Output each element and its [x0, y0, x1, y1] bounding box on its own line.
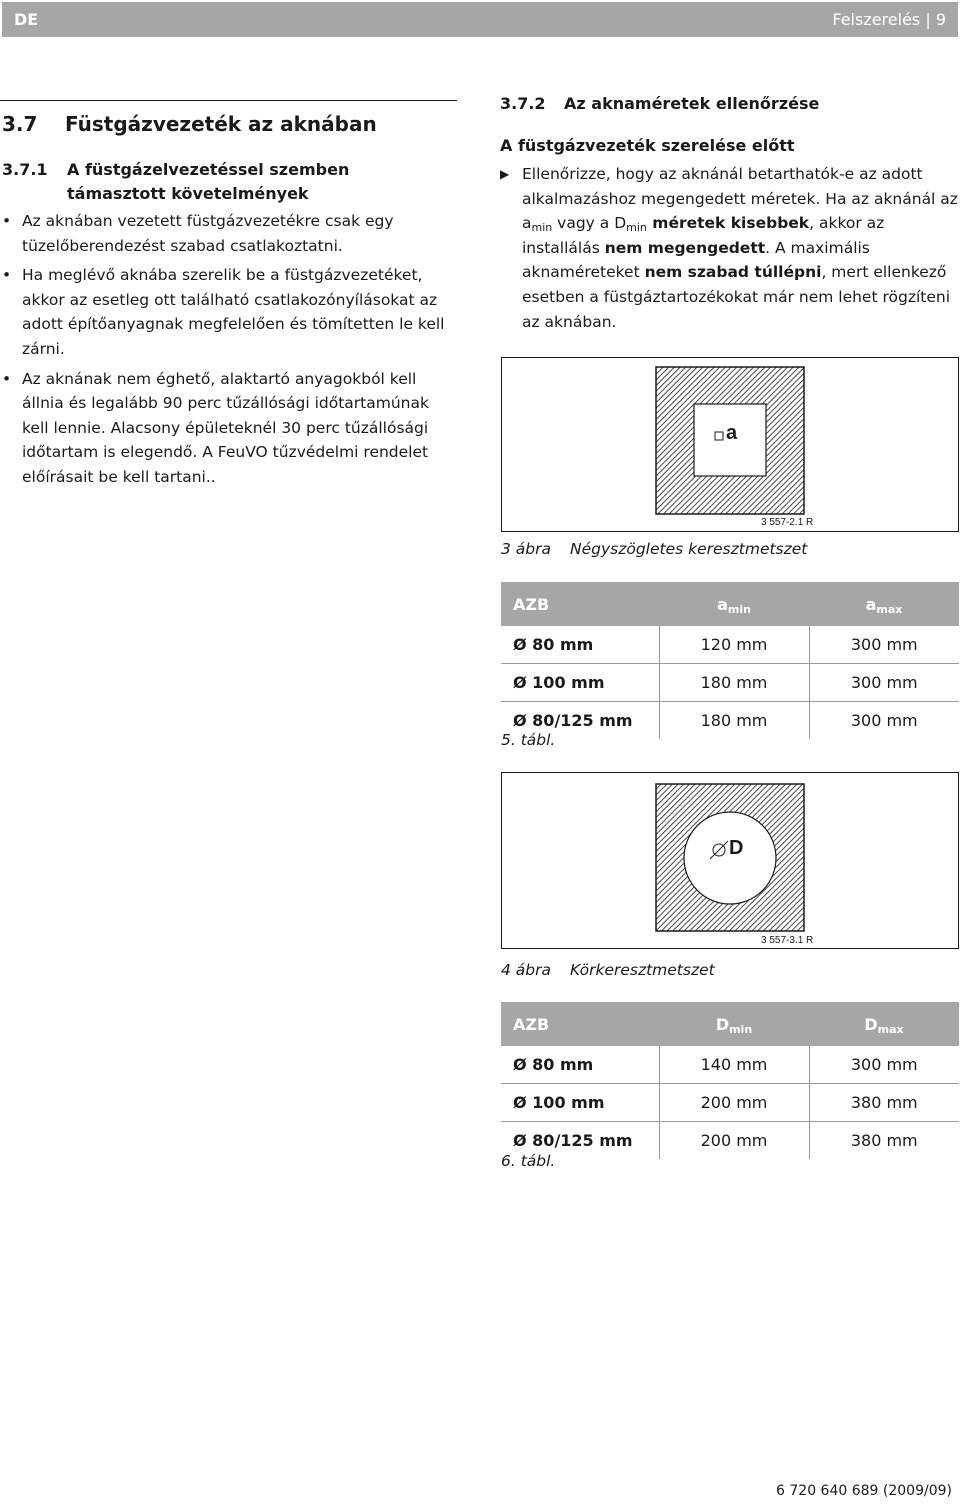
- section-page-number: Felszerelés | 9: [832, 10, 946, 29]
- subsection-title-line1: A füstgázelvezetéssel szemben: [67, 160, 350, 179]
- table-cell: 300 mm: [809, 1046, 959, 1084]
- figure-code: 3 557-2.1 R: [761, 517, 814, 528]
- table-row: [501, 1046, 959, 1084]
- bullet-icon: •: [2, 266, 12, 285]
- requirements-list: [0, 209, 460, 495]
- list-item-text: Az aknában vezetett füstgázvezetékre csak egy tüzelőberendezést szabad csatlakoztatni.: [22, 212, 394, 255]
- table-cell: 300 mm: [809, 664, 959, 702]
- figure-square-cross-section: [501, 357, 959, 532]
- table-cell: 180 mm: [659, 702, 809, 740]
- table-cell: Ø 80/125 mm: [501, 1122, 659, 1160]
- table-cell: 300 mm: [809, 626, 959, 664]
- bullet-icon: •: [2, 212, 12, 230]
- triangle-right-icon: ▶: [500, 167, 510, 181]
- table-cell: Ø 80 mm: [501, 1046, 659, 1084]
- subsection-title-line2: támasztott követelmények: [67, 184, 309, 203]
- table-cell: 180 mm: [659, 664, 809, 702]
- dimension-label-a: a: [726, 422, 738, 444]
- table-cell: 200 mm: [659, 1084, 809, 1122]
- step-heading: A füstgázvezeték szerelése előtt: [500, 136, 795, 155]
- figure-caption: [501, 961, 715, 979]
- table-round-dimensions: [501, 1002, 959, 1159]
- table-row: [501, 1122, 959, 1160]
- document-number: 6 720 640 689 (2009/09): [776, 1483, 952, 1499]
- figure-caption: [501, 540, 807, 558]
- table-caption: 6. tábl.: [501, 1152, 556, 1170]
- list-item: [0, 367, 460, 490]
- table-square-dimensions: [501, 582, 959, 739]
- table-cell: Ø 80/125 mm: [501, 702, 659, 740]
- table-cell: 380 mm: [809, 1084, 959, 1122]
- table-header-row: [501, 582, 959, 626]
- section-divider: [0, 100, 457, 101]
- table-cell: Ø 100 mm: [501, 1084, 659, 1122]
- page-header: [2, 2, 958, 37]
- table-cell: Ø 100 mm: [501, 664, 659, 702]
- figure-title: Körkeresztmetszet: [570, 961, 715, 979]
- dimension-label-d: D: [729, 837, 744, 859]
- column-header-min: $D_{min}$: [659, 1002, 809, 1046]
- table-header-row: [501, 1002, 959, 1046]
- table-row: [501, 626, 959, 664]
- column-header-max: $D_{max}$: [809, 1002, 959, 1046]
- figure-number: 4 ábra: [501, 961, 551, 979]
- subsection-number: 3.7.1: [2, 160, 48, 179]
- table-cell: 120 mm: [659, 626, 809, 664]
- column-header-max: $a_{max}$: [809, 582, 959, 626]
- table-cell: 200 mm: [659, 1122, 809, 1160]
- list-item-text: Ha meglévő aknába szerelik be a füstgázvezetéket, akkor az esetleg ott található csatlakozónyílásokat az adott építőanyagnak megfelelően és tömítetten le kell zárni.: [22, 266, 445, 358]
- list-item: [0, 263, 460, 361]
- section-number: 3.7: [2, 112, 38, 136]
- subsection-title: [67, 158, 427, 206]
- table-caption: 5. tábl.: [501, 731, 556, 749]
- list-item: [0, 209, 460, 258]
- column-header-azb: AZB: [501, 582, 659, 626]
- subsection-number: 3.7.2: [500, 94, 546, 113]
- round-shaft-diagram: [502, 773, 958, 948]
- table-cell: 140 mm: [659, 1046, 809, 1084]
- subsection-heading: [500, 94, 819, 113]
- section-title: Füstgázvezeték az aknában: [65, 112, 377, 136]
- figure-code: 3 557-3.1 R: [761, 935, 814, 946]
- column-header-min: $a_{min}$: [659, 582, 809, 626]
- table-cell: 300 mm: [850, 711, 918, 730]
- figure-number: 3 ábra: [501, 540, 551, 558]
- table-row: [501, 1084, 959, 1122]
- figure-title: Négyszögletes keresztmetszet: [570, 540, 808, 558]
- table-row: [501, 702, 959, 740]
- section-heading: [2, 112, 377, 136]
- table-row: [501, 664, 959, 702]
- list-item-text: Az aknának nem éghető, alaktartó anyagokból kell állnia és legalább 90 perc tűzállósági időtartamúnak kell lennie. Alacsony épületeknél 30 perc tűzállósági időtartam is elegendő. A FeuVO tűzvédelmi rendelet előírásait be kell tartani..: [22, 369, 429, 486]
- bullet-icon: •: [2, 369, 12, 388]
- instruction-text: Ellenőrizze, hogy az aknánál betarthatók-e az adott alkalmazáshoz megengedett méretek. Ha az aknánál az $a_{min}$ vagy a $D_{min}$ méretek kisebbek, akkor az installálás nem megengedett. A maximális aknaméreteket nem szabad túllépni, mert ellenkező esetben a füstgáztartozékokat már nem lehet rögzíteni az aknában.: [522, 165, 958, 331]
- figure-round-cross-section: [501, 772, 959, 949]
- instruction-paragraph: [500, 162, 958, 334]
- table-cell: 380 mm: [850, 1131, 918, 1150]
- subsection-title: Az aknaméretek ellenőrzése: [564, 94, 820, 113]
- column-header-azb: AZB: [501, 1002, 659, 1046]
- table-cell: Ø 80 mm: [501, 626, 659, 664]
- language-tag: DE: [14, 10, 39, 29]
